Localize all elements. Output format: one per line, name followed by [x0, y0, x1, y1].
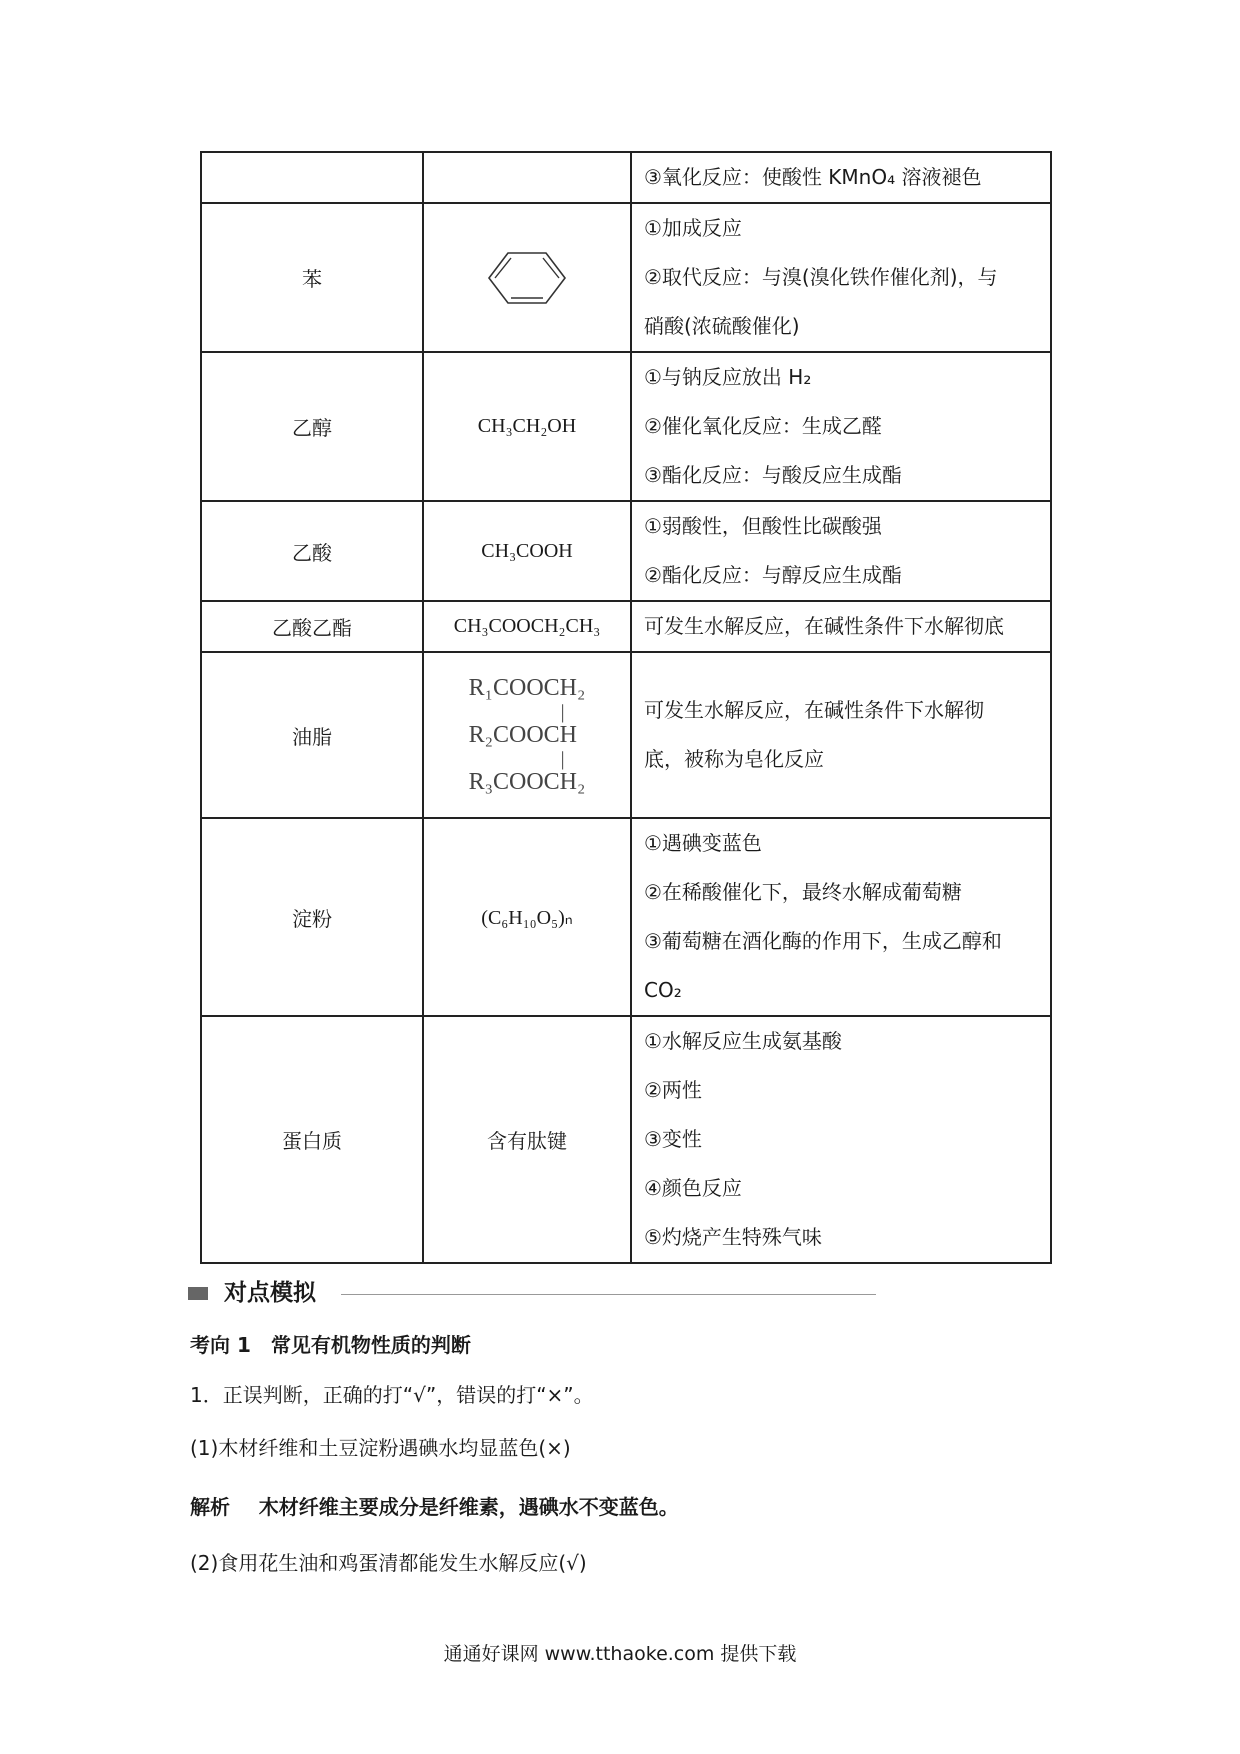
property-line: ②取代反应：与溴(溴化铁作催化剂)，与: [644, 265, 998, 289]
bond-line: |: [560, 700, 565, 723]
properties-cell: [631, 818, 1051, 1016]
structure-cell: CH₃COOCH₂CH₃: [423, 601, 631, 652]
analysis-label: 解析: [190, 1495, 230, 1519]
property-line: ①水解反应生成氨基酸: [644, 1029, 842, 1053]
formula-line: R₁COOCH₂: [468, 674, 586, 701]
structure-cell: 含有肽键: [423, 1016, 631, 1263]
property-line: ②在稀酸催化下，最终水解成葡萄糖: [644, 880, 962, 904]
property-line: ②酯化反应：与醇反应生成酯: [644, 563, 902, 587]
property-line: ②催化氧化反应：生成乙醛: [644, 414, 882, 438]
property-line: 底，被称为皂化反应: [644, 747, 824, 771]
properties-cell: [631, 501, 1051, 601]
structure-cell: [423, 652, 631, 818]
compound-name-cell: 乙酸: [201, 501, 423, 601]
formula-line: R₂COOCH: [468, 721, 577, 748]
question-item-2: (2)食用花生油和鸡蛋清都能发生水解反应(√): [190, 1551, 587, 1575]
property-line: 可发生水解反应，在碱性条件下水解彻: [644, 698, 984, 722]
analysis-line: [190, 1492, 679, 1522]
table-row: [201, 652, 1051, 818]
table-row: [201, 601, 1051, 652]
topic-heading: 考向 1 常见有机物性质的判断: [190, 1333, 471, 1357]
properties-cell: [631, 1016, 1051, 1263]
structure-cell: [423, 203, 631, 352]
property-line: ①遇碘变蓝色: [644, 831, 762, 855]
properties-cell: [631, 601, 1051, 652]
property-line: 可发生水解反应，在碱性条件下水解彻底: [644, 614, 1004, 638]
property-line: ③变性: [644, 1127, 702, 1151]
section-header: [188, 1278, 688, 1308]
section-title: 对点模拟: [224, 1280, 316, 1306]
formula-line: R₃COOCH₂: [468, 768, 586, 795]
table-row: [201, 152, 1051, 203]
structure-cell: [423, 152, 631, 203]
benzene-ring-icon: [487, 251, 567, 305]
properties-cell: [631, 152, 1051, 203]
triglyceride-formula: [469, 675, 586, 796]
property-line: ①加成反应: [644, 216, 742, 240]
section-divider: [341, 1294, 876, 1295]
bond-line: |: [560, 747, 565, 770]
table-row: [201, 818, 1051, 1016]
property-line: CO₂: [644, 978, 682, 1002]
structure-cell: CH₃CH₂OH: [423, 352, 631, 501]
property-line: ①与钠反应放出 H₂: [644, 365, 812, 389]
property-line: ①弱酸性，但酸性比碳酸强: [644, 514, 882, 538]
structure-cell: CH₃COOH: [423, 501, 631, 601]
property-line: 硝酸(浓硫酸催化): [644, 314, 800, 338]
property-line: ④颜色反应: [644, 1176, 742, 1200]
property-line: ③酯化反应：与酸反应生成酯: [644, 463, 902, 487]
compound-name-cell: 乙醇: [201, 352, 423, 501]
table-row: [201, 1016, 1051, 1263]
compound-name-cell: 乙酸乙酯: [201, 601, 423, 652]
property-line: ②两性: [644, 1078, 702, 1102]
properties-cell: [631, 352, 1051, 501]
question-item-1: (1)木材纤维和土豆淀粉遇碘水均显蓝色(×): [190, 1436, 571, 1460]
table-row: [201, 501, 1051, 601]
compound-name-cell: [201, 152, 423, 203]
structure-cell: (C₆H₁₀O₅)ₙ: [423, 818, 631, 1016]
property-line: ③氧化反应：使酸性 KMnO₄ 溶液褪色: [644, 165, 982, 189]
table-row: [201, 203, 1051, 352]
compound-name-cell: 淀粉: [201, 818, 423, 1016]
properties-cell: [631, 203, 1051, 352]
table-row: [201, 352, 1051, 501]
question-stem: 1．正误判断，正确的打“√”，错误的打“×”。: [190, 1383, 594, 1407]
compound-name-cell: 油脂: [201, 652, 423, 818]
page-footer: 通通好课网 www.tthaoke.com 提供下载: [443, 1643, 797, 1665]
compound-name-cell: 苯: [201, 203, 423, 352]
compound-name-cell: 蛋白质: [201, 1016, 423, 1263]
organic-compounds-table: [200, 151, 1052, 1264]
property-line: ⑤灼烧产生特殊气味: [644, 1225, 822, 1249]
properties-cell: [631, 652, 1051, 818]
property-line: ③葡萄糖在酒化酶的作用下，生成乙醇和: [644, 929, 1002, 953]
analysis-text: 木材纤维主要成分是纤维素，遇碘水不变蓝色。: [258, 1495, 679, 1519]
section-marker-square: [188, 1287, 208, 1300]
